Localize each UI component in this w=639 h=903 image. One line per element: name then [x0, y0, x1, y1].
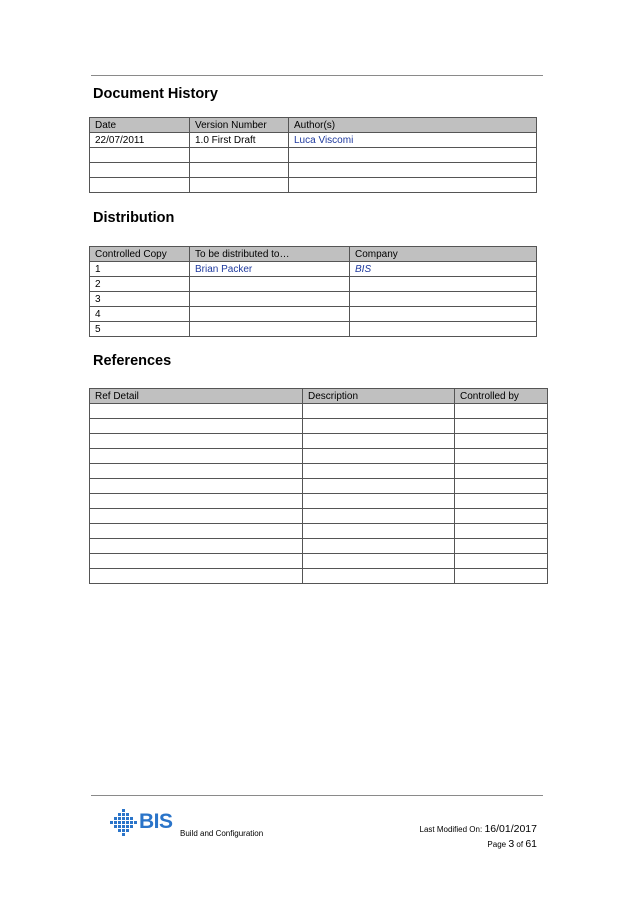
table-cell: [90, 494, 303, 509]
table-cell: [455, 554, 548, 569]
table-cell: 22/07/2011: [90, 133, 190, 148]
column-header: Description: [303, 389, 455, 404]
table-row: [90, 509, 548, 524]
table-cell: [303, 449, 455, 464]
column-header: Author(s): [289, 118, 537, 133]
table-cell: [455, 419, 548, 434]
table-row: [90, 479, 548, 494]
table-cell: [90, 148, 190, 163]
bis-logo: [108, 808, 178, 836]
table-cell: [455, 464, 548, 479]
table-cell: [190, 148, 289, 163]
table-row: [90, 524, 548, 539]
footer-last-modified: [420, 823, 538, 835]
table-cell: [455, 479, 548, 494]
table-cell: [303, 479, 455, 494]
table-cell: [303, 524, 455, 539]
table-cell: [303, 554, 455, 569]
page-total: 61: [525, 838, 537, 850]
document-history-table: [89, 117, 537, 193]
table-cell: [90, 163, 190, 178]
table-row: [90, 262, 537, 277]
table-cell: 1.0 First Draft: [190, 133, 289, 148]
table-cell: [289, 163, 537, 178]
table-cell: [303, 539, 455, 554]
table-row: [90, 419, 548, 434]
table-row: [90, 307, 537, 322]
table-cell: [455, 524, 548, 539]
table-cell: [303, 464, 455, 479]
table-cell: 1: [90, 262, 190, 277]
footer-rule: [91, 795, 543, 796]
column-header: Version Number: [190, 118, 289, 133]
bis-logo-mark-icon: [108, 808, 138, 836]
table-cell: [90, 554, 303, 569]
table-row: [90, 322, 537, 337]
column-header: Ref Detail: [90, 389, 303, 404]
table-cell: 5: [90, 322, 190, 337]
table-cell: 2: [90, 277, 190, 292]
table-cell: [90, 404, 303, 419]
table-cell: [303, 404, 455, 419]
table-cell: [455, 539, 548, 554]
table-row: [90, 404, 548, 419]
footer-doc-title: Build and Configuration: [180, 829, 264, 838]
table-cell: [90, 539, 303, 554]
bis-logo-text: BIS: [139, 810, 173, 833]
table-cell: [90, 524, 303, 539]
table-row: [90, 178, 537, 193]
table-cell: [289, 148, 537, 163]
table-row: [90, 133, 537, 148]
table-row: [90, 292, 537, 307]
table-cell: [90, 569, 303, 584]
table-cell: [190, 322, 350, 337]
references-heading: References: [93, 353, 172, 369]
column-header: Controlled Copy: [90, 247, 190, 262]
table-cell: [455, 494, 548, 509]
table-cell: [350, 292, 537, 307]
table-cell: [455, 509, 548, 524]
column-header: To be distributed to…: [190, 247, 350, 262]
last-modified-date: 16/01/2017: [484, 823, 537, 835]
table-cell: [90, 434, 303, 449]
column-header: Company: [350, 247, 537, 262]
table-cell: [303, 494, 455, 509]
table-row: [90, 494, 548, 509]
table-cell: [303, 569, 455, 584]
table-row: [90, 449, 548, 464]
table-cell: [289, 178, 537, 193]
table-cell: [190, 292, 350, 307]
table-cell: [90, 479, 303, 494]
top-rule: [91, 75, 543, 76]
table-header-row: [90, 247, 537, 262]
table-row: [90, 434, 548, 449]
table-cell: [90, 419, 303, 434]
document-history-heading: Document History: [93, 86, 218, 102]
page-label: Page: [487, 840, 507, 849]
footer-page-number: [487, 838, 537, 850]
table-row: [90, 277, 537, 292]
table-row: [90, 539, 548, 554]
table-cell: [190, 178, 289, 193]
table-row: [90, 569, 548, 584]
recipient-link[interactable]: Brian Packer: [190, 262, 350, 277]
column-header: Date: [90, 118, 190, 133]
table-cell: [90, 178, 190, 193]
table-row: [90, 554, 548, 569]
company-link[interactable]: BIS: [350, 262, 537, 277]
table-cell: [455, 569, 548, 584]
table-cell: [455, 434, 548, 449]
author-link[interactable]: Luca Viscomi: [289, 133, 537, 148]
table-cell: [190, 307, 350, 322]
column-header: Controlled by: [455, 389, 548, 404]
table-cell: [455, 404, 548, 419]
table-cell: 4: [90, 307, 190, 322]
table-cell: [90, 509, 303, 524]
page-of-label: of: [516, 840, 524, 849]
table-cell: [350, 307, 537, 322]
table-cell: [303, 419, 455, 434]
table-cell: [455, 449, 548, 464]
table-cell: [90, 449, 303, 464]
page-current: 3: [508, 838, 515, 850]
distribution-table: [89, 246, 537, 337]
table-cell: [90, 464, 303, 479]
table-header-row: [90, 389, 548, 404]
table-row: [90, 464, 548, 479]
table-cell: [350, 322, 537, 337]
table-cell: [190, 163, 289, 178]
last-modified-label: Last Modified On:: [419, 825, 483, 834]
table-cell: [303, 509, 455, 524]
table-row: [90, 163, 537, 178]
distribution-heading: Distribution: [93, 210, 175, 226]
references-table: [89, 388, 548, 584]
table-cell: 3: [90, 292, 190, 307]
table-cell: [350, 277, 537, 292]
table-header-row: [90, 118, 537, 133]
table-cell: [303, 434, 455, 449]
table-cell: [190, 277, 350, 292]
table-row: [90, 148, 537, 163]
